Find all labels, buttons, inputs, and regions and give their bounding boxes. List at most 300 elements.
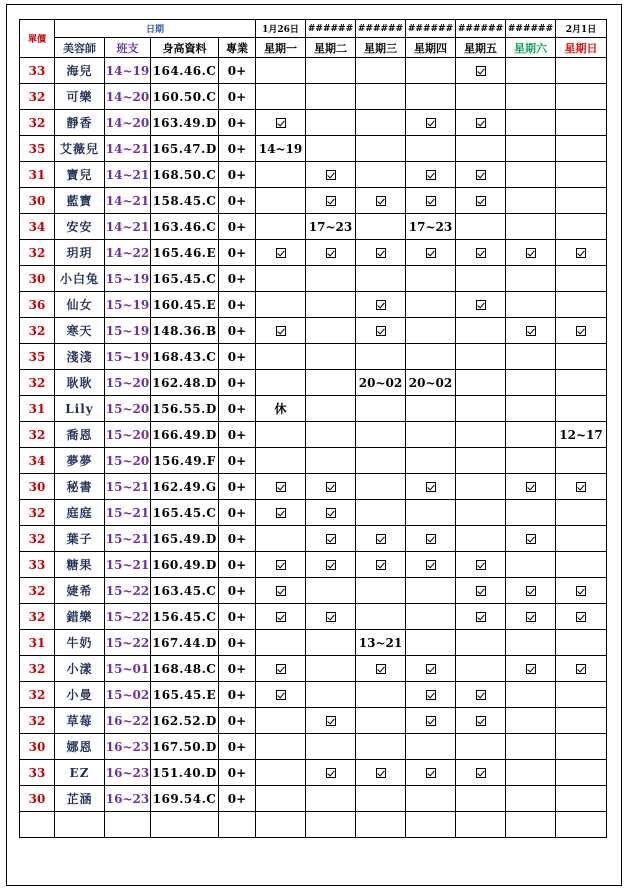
- table-row: [20, 448, 607, 474]
- day-cell: [356, 786, 406, 812]
- checkbox-icon: [426, 170, 436, 180]
- day-cell: [256, 214, 306, 240]
- day-cell: [506, 396, 556, 422]
- checkbox-icon: [376, 534, 386, 544]
- checkbox-icon: [426, 534, 436, 544]
- day-cell: [556, 708, 607, 734]
- checkbox-icon: [376, 560, 386, 570]
- day-cell: [306, 682, 356, 708]
- day-cell: [356, 84, 406, 110]
- day-cell: [306, 630, 356, 656]
- price-header: 單價: [20, 20, 55, 58]
- empty-cell: [556, 812, 607, 838]
- class-cell: 15~20: [105, 448, 151, 474]
- price-cell: 32: [20, 708, 55, 734]
- day-cell: [456, 656, 506, 682]
- day-cell: [306, 266, 356, 292]
- day-cell: [506, 578, 556, 604]
- day-cell: [506, 84, 556, 110]
- day-cell: [256, 110, 306, 136]
- day-cell: [456, 734, 506, 760]
- day-cell: [356, 58, 406, 84]
- date-cell: ######: [406, 20, 456, 38]
- class-cell: 15~21: [105, 552, 151, 578]
- day-cell: [356, 474, 406, 500]
- empty-cell: [456, 812, 506, 838]
- name-cell: 安安: [55, 214, 105, 240]
- body-cell: 160.45.E: [151, 292, 219, 318]
- price-cell: 32: [20, 370, 55, 396]
- name-cell: 葉子: [55, 526, 105, 552]
- day-cell: [306, 500, 356, 526]
- day-cell: [556, 422, 607, 448]
- checkbox-icon: [376, 664, 386, 674]
- day-cell: [356, 552, 406, 578]
- day-cell: [406, 84, 456, 110]
- pro-cell: 0+: [219, 500, 256, 526]
- pro-cell: 0+: [219, 734, 256, 760]
- day-cell: [456, 552, 506, 578]
- pro-cell: 0+: [219, 422, 256, 448]
- day-cell: [256, 162, 306, 188]
- day-cell: [256, 760, 306, 786]
- day-cell: [506, 682, 556, 708]
- checkbox-icon: [526, 534, 536, 544]
- day-cell: [256, 136, 306, 162]
- body-cell: 163.49.D: [151, 110, 219, 136]
- pro-cell: 0+: [219, 110, 256, 136]
- body-cell: 156.55.D: [151, 396, 219, 422]
- pro-cell: 0+: [219, 760, 256, 786]
- class-cell: 15~01: [105, 656, 151, 682]
- checkbox-icon: [326, 612, 336, 622]
- name-cell: 寒天: [55, 318, 105, 344]
- day-cell: [456, 786, 506, 812]
- day-cell: [356, 318, 406, 344]
- checkbox-icon: [576, 326, 586, 336]
- day-cell: [406, 604, 456, 630]
- table-row: [20, 760, 607, 786]
- day-cell: [256, 500, 306, 526]
- body-cell: 163.45.C: [151, 578, 219, 604]
- day-cell: [506, 500, 556, 526]
- checkbox-icon: [276, 482, 286, 492]
- day-cell: [556, 760, 607, 786]
- day-cell: [356, 500, 406, 526]
- body-cell: 169.54.C: [151, 786, 219, 812]
- price-cell: 33: [20, 58, 55, 84]
- body-cell: 160.50.C: [151, 84, 219, 110]
- class-cell: 14~21: [105, 136, 151, 162]
- day-cell: [406, 370, 456, 396]
- class-cell: 15~21: [105, 526, 151, 552]
- price-cell: 32: [20, 682, 55, 708]
- day-cell: [556, 526, 607, 552]
- table-row: [20, 552, 607, 578]
- class-cell: 16~23: [105, 734, 151, 760]
- day-cell: [406, 656, 456, 682]
- pro-cell: 0+: [219, 786, 256, 812]
- body-cell: 168.48.C: [151, 656, 219, 682]
- table-row: [20, 422, 607, 448]
- checkbox-icon: [426, 664, 436, 674]
- class-cell: 15~20: [105, 396, 151, 422]
- pro-cell: 0+: [219, 474, 256, 500]
- checkbox-icon: [276, 612, 286, 622]
- body-cell: 163.46.C: [151, 214, 219, 240]
- day-cell: [456, 474, 506, 500]
- day-cell: [506, 708, 556, 734]
- day-cell: [556, 84, 607, 110]
- day-cell: [406, 240, 456, 266]
- pro-cell: 0+: [219, 136, 256, 162]
- name-cell: 娜恩: [55, 734, 105, 760]
- price-cell: 35: [20, 344, 55, 370]
- day-cell: [506, 370, 556, 396]
- price-cell: 36: [20, 292, 55, 318]
- schedule-table: [19, 19, 607, 838]
- day-cell: [256, 552, 306, 578]
- day-cell: [456, 240, 506, 266]
- checkbox-icon: [576, 248, 586, 258]
- empty-cell: [356, 812, 406, 838]
- table-row: [20, 708, 607, 734]
- body-cell: 167.44.D: [151, 630, 219, 656]
- day-cell: [256, 396, 306, 422]
- shift-text: 休: [274, 402, 287, 416]
- day-cell: [506, 734, 556, 760]
- day-cell: [456, 396, 506, 422]
- day-cell: [456, 318, 506, 344]
- name-cell: 小曼: [55, 682, 105, 708]
- pro-cell: 0+: [219, 58, 256, 84]
- body-cell: 156.45.C: [151, 604, 219, 630]
- day-cell: [306, 526, 356, 552]
- day-cell: [406, 110, 456, 136]
- body-column-header: 身高資料: [151, 38, 219, 58]
- day-cell: [406, 344, 456, 370]
- name-cell: 錯樂: [55, 604, 105, 630]
- table-row: [20, 526, 607, 552]
- day-cell: [256, 578, 306, 604]
- day-cell: [406, 760, 456, 786]
- table-row: [20, 474, 607, 500]
- day-cell: [456, 214, 506, 240]
- day-cell: [556, 318, 607, 344]
- day-cell: [556, 344, 607, 370]
- name-cell: Lily: [55, 396, 105, 422]
- body-cell: 168.50.C: [151, 162, 219, 188]
- checkbox-icon: [426, 690, 436, 700]
- price-cell: 33: [20, 552, 55, 578]
- checkbox-icon: [326, 768, 336, 778]
- name-cell: 海兒: [55, 58, 105, 84]
- pro-cell: 0+: [219, 318, 256, 344]
- class-cell: 15~19: [105, 318, 151, 344]
- name-cell: 藍寶: [55, 188, 105, 214]
- checkbox-icon: [476, 690, 486, 700]
- checkbox-icon: [476, 196, 486, 206]
- day-cell: [306, 448, 356, 474]
- day-cell: [456, 578, 506, 604]
- day-cell: [306, 552, 356, 578]
- body-cell: 165.49.D: [151, 526, 219, 552]
- day-cell: [506, 240, 556, 266]
- day-cell: [256, 630, 306, 656]
- day-cell: [406, 708, 456, 734]
- day-cell: [356, 370, 406, 396]
- checkbox-icon: [276, 248, 286, 258]
- day-cell: [306, 110, 356, 136]
- name-cell: 喬恩: [55, 422, 105, 448]
- day-cell: [556, 656, 607, 682]
- checkbox-icon: [426, 716, 436, 726]
- class-cell: 15~22: [105, 604, 151, 630]
- shift-text: 17~23: [408, 219, 453, 234]
- body-cell: 165.45.C: [151, 266, 219, 292]
- day-cell: [356, 292, 406, 318]
- day-cell: [456, 266, 506, 292]
- name-cell: 仙女: [55, 292, 105, 318]
- shift-text: 20~02: [358, 375, 403, 390]
- day-cell: [406, 474, 456, 500]
- name-cell: 糖果: [55, 552, 105, 578]
- class-cell: 14~19: [105, 58, 151, 84]
- class-cell: 15~21: [105, 500, 151, 526]
- price-cell: 30: [20, 786, 55, 812]
- body-cell: 162.48.D: [151, 370, 219, 396]
- day-cell: [556, 500, 607, 526]
- class-cell: 15~19: [105, 344, 151, 370]
- pro-cell: 0+: [219, 552, 256, 578]
- day-cell: [556, 162, 607, 188]
- day-cell: [256, 708, 306, 734]
- checkbox-icon: [476, 768, 486, 778]
- day-cell: [506, 292, 556, 318]
- price-cell: 32: [20, 110, 55, 136]
- class-cell: 15~22: [105, 578, 151, 604]
- checkbox-icon: [276, 118, 286, 128]
- body-cell: 167.50.D: [151, 734, 219, 760]
- day-cell: [306, 370, 356, 396]
- checkbox-icon: [426, 248, 436, 258]
- day-cell: [256, 188, 306, 214]
- price-cell: 32: [20, 500, 55, 526]
- price-cell: 31: [20, 162, 55, 188]
- shift-text: 17~23: [308, 219, 353, 234]
- day-cell: [356, 396, 406, 422]
- checkbox-icon: [376, 300, 386, 310]
- class-cell: 14~21: [105, 162, 151, 188]
- checkbox-icon: [276, 508, 286, 518]
- class-cell: 15~19: [105, 292, 151, 318]
- checkbox-icon: [376, 248, 386, 258]
- checkbox-icon: [376, 326, 386, 336]
- day-cell: [356, 188, 406, 214]
- day-cell: [506, 344, 556, 370]
- checkbox-icon: [426, 768, 436, 778]
- empty-cell: [306, 812, 356, 838]
- body-cell: 151.40.D: [151, 760, 219, 786]
- checkbox-icon: [576, 482, 586, 492]
- name-cell: 秘書: [55, 474, 105, 500]
- price-cell: 30: [20, 474, 55, 500]
- day-cell: [456, 422, 506, 448]
- body-cell: 165.46.E: [151, 240, 219, 266]
- table-row: [20, 396, 607, 422]
- table-row: [20, 500, 607, 526]
- day-cell: [256, 474, 306, 500]
- header-row-dates: [20, 20, 607, 38]
- name-cell: 牛奶: [55, 630, 105, 656]
- day-cell: [506, 422, 556, 448]
- price-cell: 30: [20, 734, 55, 760]
- pro-column-header: 專業: [219, 38, 256, 58]
- name-cell: 庭庭: [55, 500, 105, 526]
- price-cell: 33: [20, 760, 55, 786]
- day-cell: [456, 136, 506, 162]
- date-cell: ######: [356, 20, 406, 38]
- day-cell: [506, 474, 556, 500]
- day-cell: [356, 682, 406, 708]
- table-row: [20, 786, 607, 812]
- day-cell: [406, 162, 456, 188]
- class-cell: 16~23: [105, 786, 151, 812]
- day-cell: [306, 84, 356, 110]
- date-header: 日期: [55, 20, 256, 38]
- day-cell: [406, 214, 456, 240]
- pro-cell: 0+: [219, 370, 256, 396]
- day-cell: [556, 552, 607, 578]
- day-cell: [356, 734, 406, 760]
- date-cell: ######: [456, 20, 506, 38]
- table-row: [20, 682, 607, 708]
- day-cell: [256, 266, 306, 292]
- empty-cell: [151, 812, 219, 838]
- day-cell: [356, 136, 406, 162]
- day-cell: [406, 578, 456, 604]
- weekday-wednesday: 星期三: [356, 38, 406, 58]
- weekday-tuesday: 星期二: [306, 38, 356, 58]
- checkbox-icon: [326, 534, 336, 544]
- price-cell: 30: [20, 266, 55, 292]
- class-cell: 15~20: [105, 422, 151, 448]
- day-cell: [506, 786, 556, 812]
- day-cell: [406, 526, 456, 552]
- day-cell: [306, 578, 356, 604]
- table-row: [20, 162, 607, 188]
- checkbox-icon: [476, 586, 486, 596]
- date-cell: 1月26日: [256, 20, 306, 38]
- name-cell: 艾薇兒: [55, 136, 105, 162]
- name-cell: 小白兔: [55, 266, 105, 292]
- day-cell: [356, 214, 406, 240]
- name-column-header: 美容師: [55, 38, 105, 58]
- checkbox-icon: [576, 586, 586, 596]
- day-cell: [506, 526, 556, 552]
- pro-cell: 0+: [219, 578, 256, 604]
- day-cell: [556, 630, 607, 656]
- day-cell: [356, 162, 406, 188]
- checkbox-icon: [526, 248, 536, 258]
- name-cell: 淺淺: [55, 344, 105, 370]
- day-cell: [306, 58, 356, 84]
- day-cell: [406, 58, 456, 84]
- class-cell: 16~23: [105, 760, 151, 786]
- name-cell: 婕希: [55, 578, 105, 604]
- empty-row: [20, 812, 607, 838]
- pro-cell: 0+: [219, 630, 256, 656]
- pro-cell: 0+: [219, 656, 256, 682]
- day-cell: [306, 474, 356, 500]
- body-cell: 158.45.C: [151, 188, 219, 214]
- day-cell: [556, 292, 607, 318]
- pro-cell: 0+: [219, 708, 256, 734]
- day-cell: [406, 630, 456, 656]
- empty-cell: [55, 812, 105, 838]
- pro-cell: 0+: [219, 266, 256, 292]
- class-cell: 16~22: [105, 708, 151, 734]
- pro-cell: 0+: [219, 84, 256, 110]
- checkbox-icon: [326, 170, 336, 180]
- day-cell: [306, 422, 356, 448]
- pro-cell: 0+: [219, 214, 256, 240]
- name-cell: 草莓: [55, 708, 105, 734]
- pro-cell: 0+: [219, 526, 256, 552]
- class-cell: 15~02: [105, 682, 151, 708]
- day-cell: [256, 58, 306, 84]
- day-cell: [506, 188, 556, 214]
- day-cell: [356, 656, 406, 682]
- checkbox-icon: [376, 196, 386, 206]
- name-cell: 靜香: [55, 110, 105, 136]
- empty-cell: [506, 812, 556, 838]
- day-cell: [556, 110, 607, 136]
- checkbox-icon: [326, 482, 336, 492]
- price-cell: 30: [20, 188, 55, 214]
- empty-cell: [406, 812, 456, 838]
- body-cell: 160.49.D: [151, 552, 219, 578]
- weekday-thursday: 星期四: [406, 38, 456, 58]
- day-cell: [406, 136, 456, 162]
- price-cell: 32: [20, 422, 55, 448]
- day-cell: [406, 266, 456, 292]
- day-cell: [456, 292, 506, 318]
- day-cell: [506, 58, 556, 84]
- day-cell: [556, 448, 607, 474]
- day-cell: [456, 708, 506, 734]
- day-cell: [356, 526, 406, 552]
- checkbox-icon: [426, 196, 436, 206]
- checkbox-icon: [326, 196, 336, 206]
- day-cell: [506, 552, 556, 578]
- checkbox-icon: [526, 482, 536, 492]
- day-cell: [256, 604, 306, 630]
- price-cell: 31: [20, 396, 55, 422]
- name-cell: 夢夢: [55, 448, 105, 474]
- class-column-header: 班支: [105, 38, 151, 58]
- body-cell: 156.49.F: [151, 448, 219, 474]
- class-cell: 15~22: [105, 630, 151, 656]
- shift-text: 12~17: [559, 427, 603, 442]
- day-cell: [306, 708, 356, 734]
- day-cell: [356, 266, 406, 292]
- table-row: [20, 84, 607, 110]
- class-cell: 14~22: [105, 240, 151, 266]
- day-cell: [256, 344, 306, 370]
- day-cell: [456, 760, 506, 786]
- day-cell: [256, 292, 306, 318]
